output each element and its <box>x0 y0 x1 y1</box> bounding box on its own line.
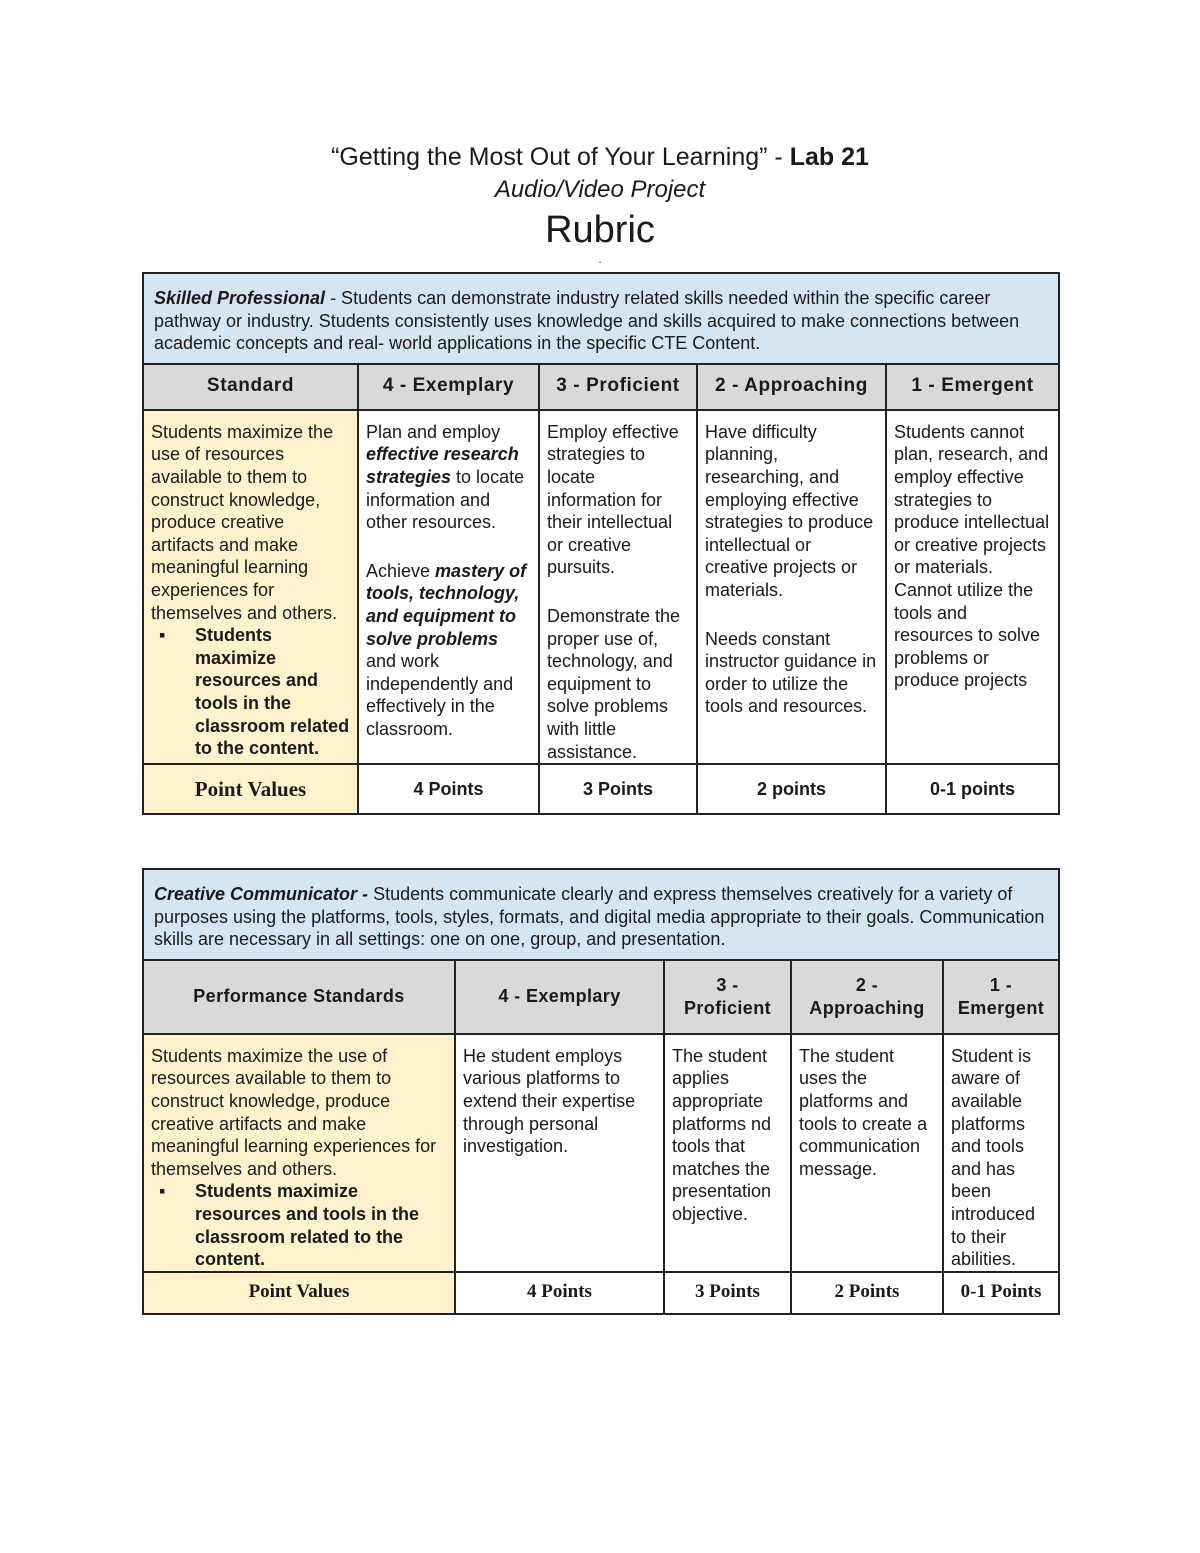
proficient-cell <box>664 1034 791 1272</box>
emergent-text: Student is aware of available platforms and tools and has been introduced to their abilities. <box>951 1045 1036 1270</box>
header-performance-standards: Performance Standards <box>143 960 455 1034</box>
points-emergent: 0-1 points <box>886 764 1059 814</box>
intro-text: Students communicate clearly and express themselves creatively for a variety of purposes using the platforms, tools, styles, formats, and digital media appropriate to their goals. Communication skills are necessary in all settings: one on one, group, and presentation. <box>154 884 1045 950</box>
emphasis-text: effective research strategies <box>366 444 519 487</box>
intro-text: - Students can demonstrate industry related skills needed within the specific career pathway or industry. Students consistently uses knowledge and skills acquired to make connections between academic concepts and real- world applications in the specific CTE Content. <box>154 288 1020 354</box>
header-proficient: 3 - Proficient <box>664 960 791 1034</box>
header-exemplary: 4 - Exemplary <box>358 364 539 410</box>
approaching-cell <box>791 1034 943 1272</box>
emergent-text: Students cannot plan, research, and employ effective strategies to produce intellectual or creative projects or materials. Cannot utilize the tools and resources to solve problems or produce projects <box>894 421 1050 691</box>
standard-text: Students maximize the use of resources available to them to construct knowledge, produce creative artifacts and make meaningful learning experiences for themselves and others. <box>151 1045 437 1179</box>
header-approaching: 2 - Approaching <box>791 960 943 1034</box>
heading-dot: . <box>598 252 602 266</box>
exemplary-text: He student employs various platforms to extend their expertise through personal investigation. <box>463 1045 636 1157</box>
exemplary-para-2 <box>366 560 531 741</box>
points-emergent: 0-1 Points <box>943 1272 1059 1314</box>
intro-lead: Creative Communicator - <box>154 884 369 904</box>
title-lab-number: Lab 21 <box>789 143 869 171</box>
standard-cell <box>143 410 358 764</box>
point-values-label: Point Values <box>143 764 358 814</box>
exemplary-cell <box>455 1034 664 1272</box>
intro-row <box>143 273 1059 364</box>
header-proficient: 3 - Proficient <box>539 364 697 410</box>
document-subtitle: Audio/Video Project <box>494 176 706 203</box>
approaching-cell <box>697 410 886 764</box>
points-proficient: 3 Points <box>664 1272 791 1314</box>
paragraph-gap <box>547 579 689 605</box>
exemplary-cell <box>358 410 539 764</box>
creative-communicator-rubric-table <box>142 868 1060 1315</box>
header-approaching: 2 - Approaching <box>697 364 886 410</box>
proficient-text: The student applies appropriate platforms nd tools that matches the presentation objective. <box>672 1045 772 1224</box>
header-exemplary: 4 - Exemplary <box>455 960 664 1034</box>
emergent-cell <box>886 410 1059 764</box>
title-text: “Getting the Most Out of Your Learning” - <box>331 143 790 171</box>
header-standard: Standard <box>143 364 358 410</box>
proficient-cell <box>539 410 697 764</box>
points-approaching: 2 points <box>697 764 886 814</box>
criteria-row <box>143 1034 1059 1272</box>
creative-communicator-intro <box>143 869 1059 960</box>
standard-cell <box>143 1034 455 1272</box>
points-row <box>143 764 1059 814</box>
document-title <box>0 140 1200 174</box>
paragraph-gap <box>366 534 531 560</box>
emergent-cell <box>943 1034 1059 1272</box>
points-proficient: 3 Points <box>539 764 697 814</box>
text-span: Plan and employ <box>366 421 501 442</box>
proficient-para-2: Demonstrate the proper use of, technology, and equipment to solve problems with little assistance. <box>547 605 681 762</box>
skilled-professional-rubric-table <box>142 272 1060 815</box>
skilled-professional-intro <box>143 273 1059 364</box>
points-approaching: 2 Points <box>791 1272 943 1314</box>
emphasis-text: mastery of tools, technology, and equipment to solve problems <box>366 560 527 649</box>
intro-lead: Skilled Professional <box>154 288 326 308</box>
approaching-text: The student uses the platforms and tools to create a communication message. <box>799 1045 928 1179</box>
approaching-para-2: Needs constant instructor guidance in order to utilize the tools and resources. <box>705 628 877 717</box>
document-header <box>0 140 1200 264</box>
header-emergent: 1 - Emergent <box>886 364 1059 410</box>
header-emergent: 1 - Emergent <box>943 960 1059 1034</box>
header-row <box>143 960 1059 1034</box>
rubric-heading: Rubric <box>545 209 655 251</box>
text-span: and work independently and effectively in the classroom. <box>366 651 514 739</box>
intro-row <box>143 869 1059 960</box>
criteria-row <box>143 410 1059 764</box>
points-exemplary: 4 Points <box>455 1272 664 1314</box>
points-row <box>143 1272 1059 1314</box>
standard-bullet-list <box>151 1180 447 1270</box>
proficient-para-1: Employ effective strategies to locate information for their intellectual or creative pursuits. <box>547 421 679 578</box>
standard-bullet: ▪ Students maximize resources and tools in the classroom related to the content. <box>195 1180 447 1270</box>
approaching-para-1: Have difficulty planning, researching, and employing effective strategies to produce intellectual or creative projects or materials. <box>705 421 874 600</box>
header-row <box>143 364 1059 410</box>
point-values-label: Point Values <box>143 1272 455 1314</box>
standard-bullet: ▪ Students maximize resources and tools in the classroom related to the content. <box>195 624 350 760</box>
paragraph-gap <box>705 602 878 628</box>
text-span: Achieve <box>366 560 436 581</box>
standard-bullet-list <box>151 624 350 760</box>
text-span: to locate information and other resources. <box>366 466 525 533</box>
exemplary-para-1 <box>366 421 531 534</box>
points-exemplary: 4 Points <box>358 764 539 814</box>
standard-text: Students maximize the use of resources available to them to construct knowledge, produce creative artifacts and make meaningful learning experiences for themselves and others. <box>151 421 338 623</box>
